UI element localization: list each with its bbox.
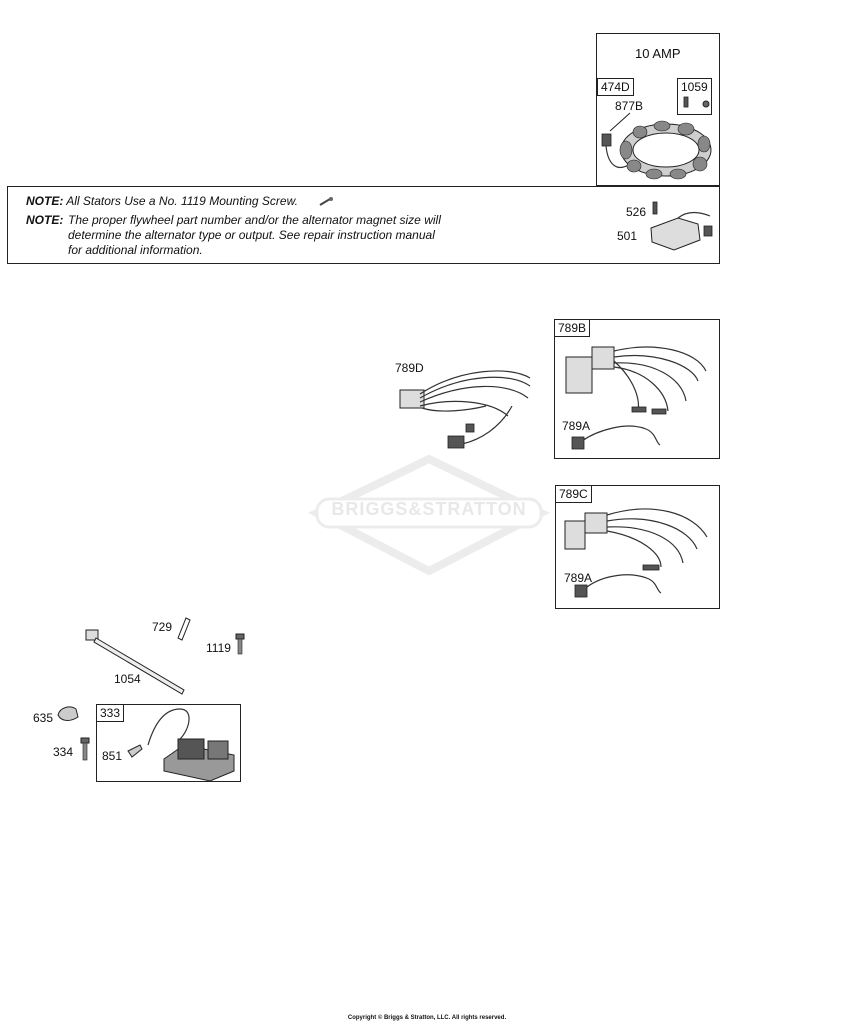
copyright-footer: Copyright © Briggs & Stratton, LLC. All rights reserved. [347,1015,507,1021]
harness-789b-drawing [556,321,716,457]
harness-789c-connector-icon [565,521,585,549]
watermark-text: BRIGGS&STRATTON [331,499,527,519]
part-label-501[interactable]: 501 [617,229,638,243]
note-1-text: All Stators Use a No. 1119 Mounting Screw. [66,194,298,208]
screw-526-icon [653,202,657,214]
part-label-526[interactable]: 526 [626,205,647,219]
harness-789a-label-b[interactable]: 789A [562,419,591,433]
part-label-851[interactable]: 851 [102,749,123,763]
part-label-635[interactable]: 635 [33,711,54,725]
part-label-334[interactable]: 334 [53,745,74,759]
harness-kit-789c-tag[interactable]: 789C [555,485,592,503]
ignition-coil-tag[interactable]: 333 [96,704,124,722]
spark-plug-wire-851-icon [128,745,142,757]
screw-334-icon [79,738,91,762]
note-2-line-2: determine the alternator type or output. See repair instruction manual [68,228,435,242]
screw-small-icon [318,197,334,207]
regulator-icon [651,218,700,250]
part-label-1054[interactable]: 1054 [114,672,141,686]
harness-label-789d[interactable]: 789D [395,361,424,375]
harness-kit-789b-tag[interactable]: 789B [554,319,590,337]
harness-789a-plug-icon-c [575,585,587,597]
stator-part-tag[interactable]: 474D [597,78,634,96]
stator-drawing [596,96,720,186]
screw-1119-icon [234,634,246,656]
note-1-label: NOTE: [26,194,64,208]
harness-789d-plug-icon [448,436,464,448]
mounting-screw-icon [684,97,688,107]
regulator-drawing [648,200,718,250]
note-2-label: NOTE: [26,213,64,227]
note-1 [26,194,298,209]
stator-connector-icon [602,134,611,146]
cable-tie-1054-icon [84,626,194,698]
washer-icon [703,101,709,107]
stator-harness-label[interactable]: 877B [615,99,644,113]
harness-789a-plug-icon [572,437,584,449]
note-2-line-3: for additional information. [68,243,203,257]
note-2-line-1: The proper flywheel part number and/or the alternator magnet size will [68,213,441,227]
harness-789a-label-c[interactable]: 789A [564,571,593,585]
harness-789d-drawing [390,358,540,458]
part-label-1119[interactable]: 1119 [206,641,231,655]
ignition-coil-drawing [124,705,234,781]
stator-output-title: 10 AMP [635,46,681,61]
screw-part-tag[interactable]: 1059 [677,78,712,115]
harness-789c-drawing [557,487,717,607]
harness-789b-connector-icon [566,357,592,393]
part-label-729[interactable]: 729 [152,620,173,634]
spark-plug-boot-635-icon [56,703,80,723]
